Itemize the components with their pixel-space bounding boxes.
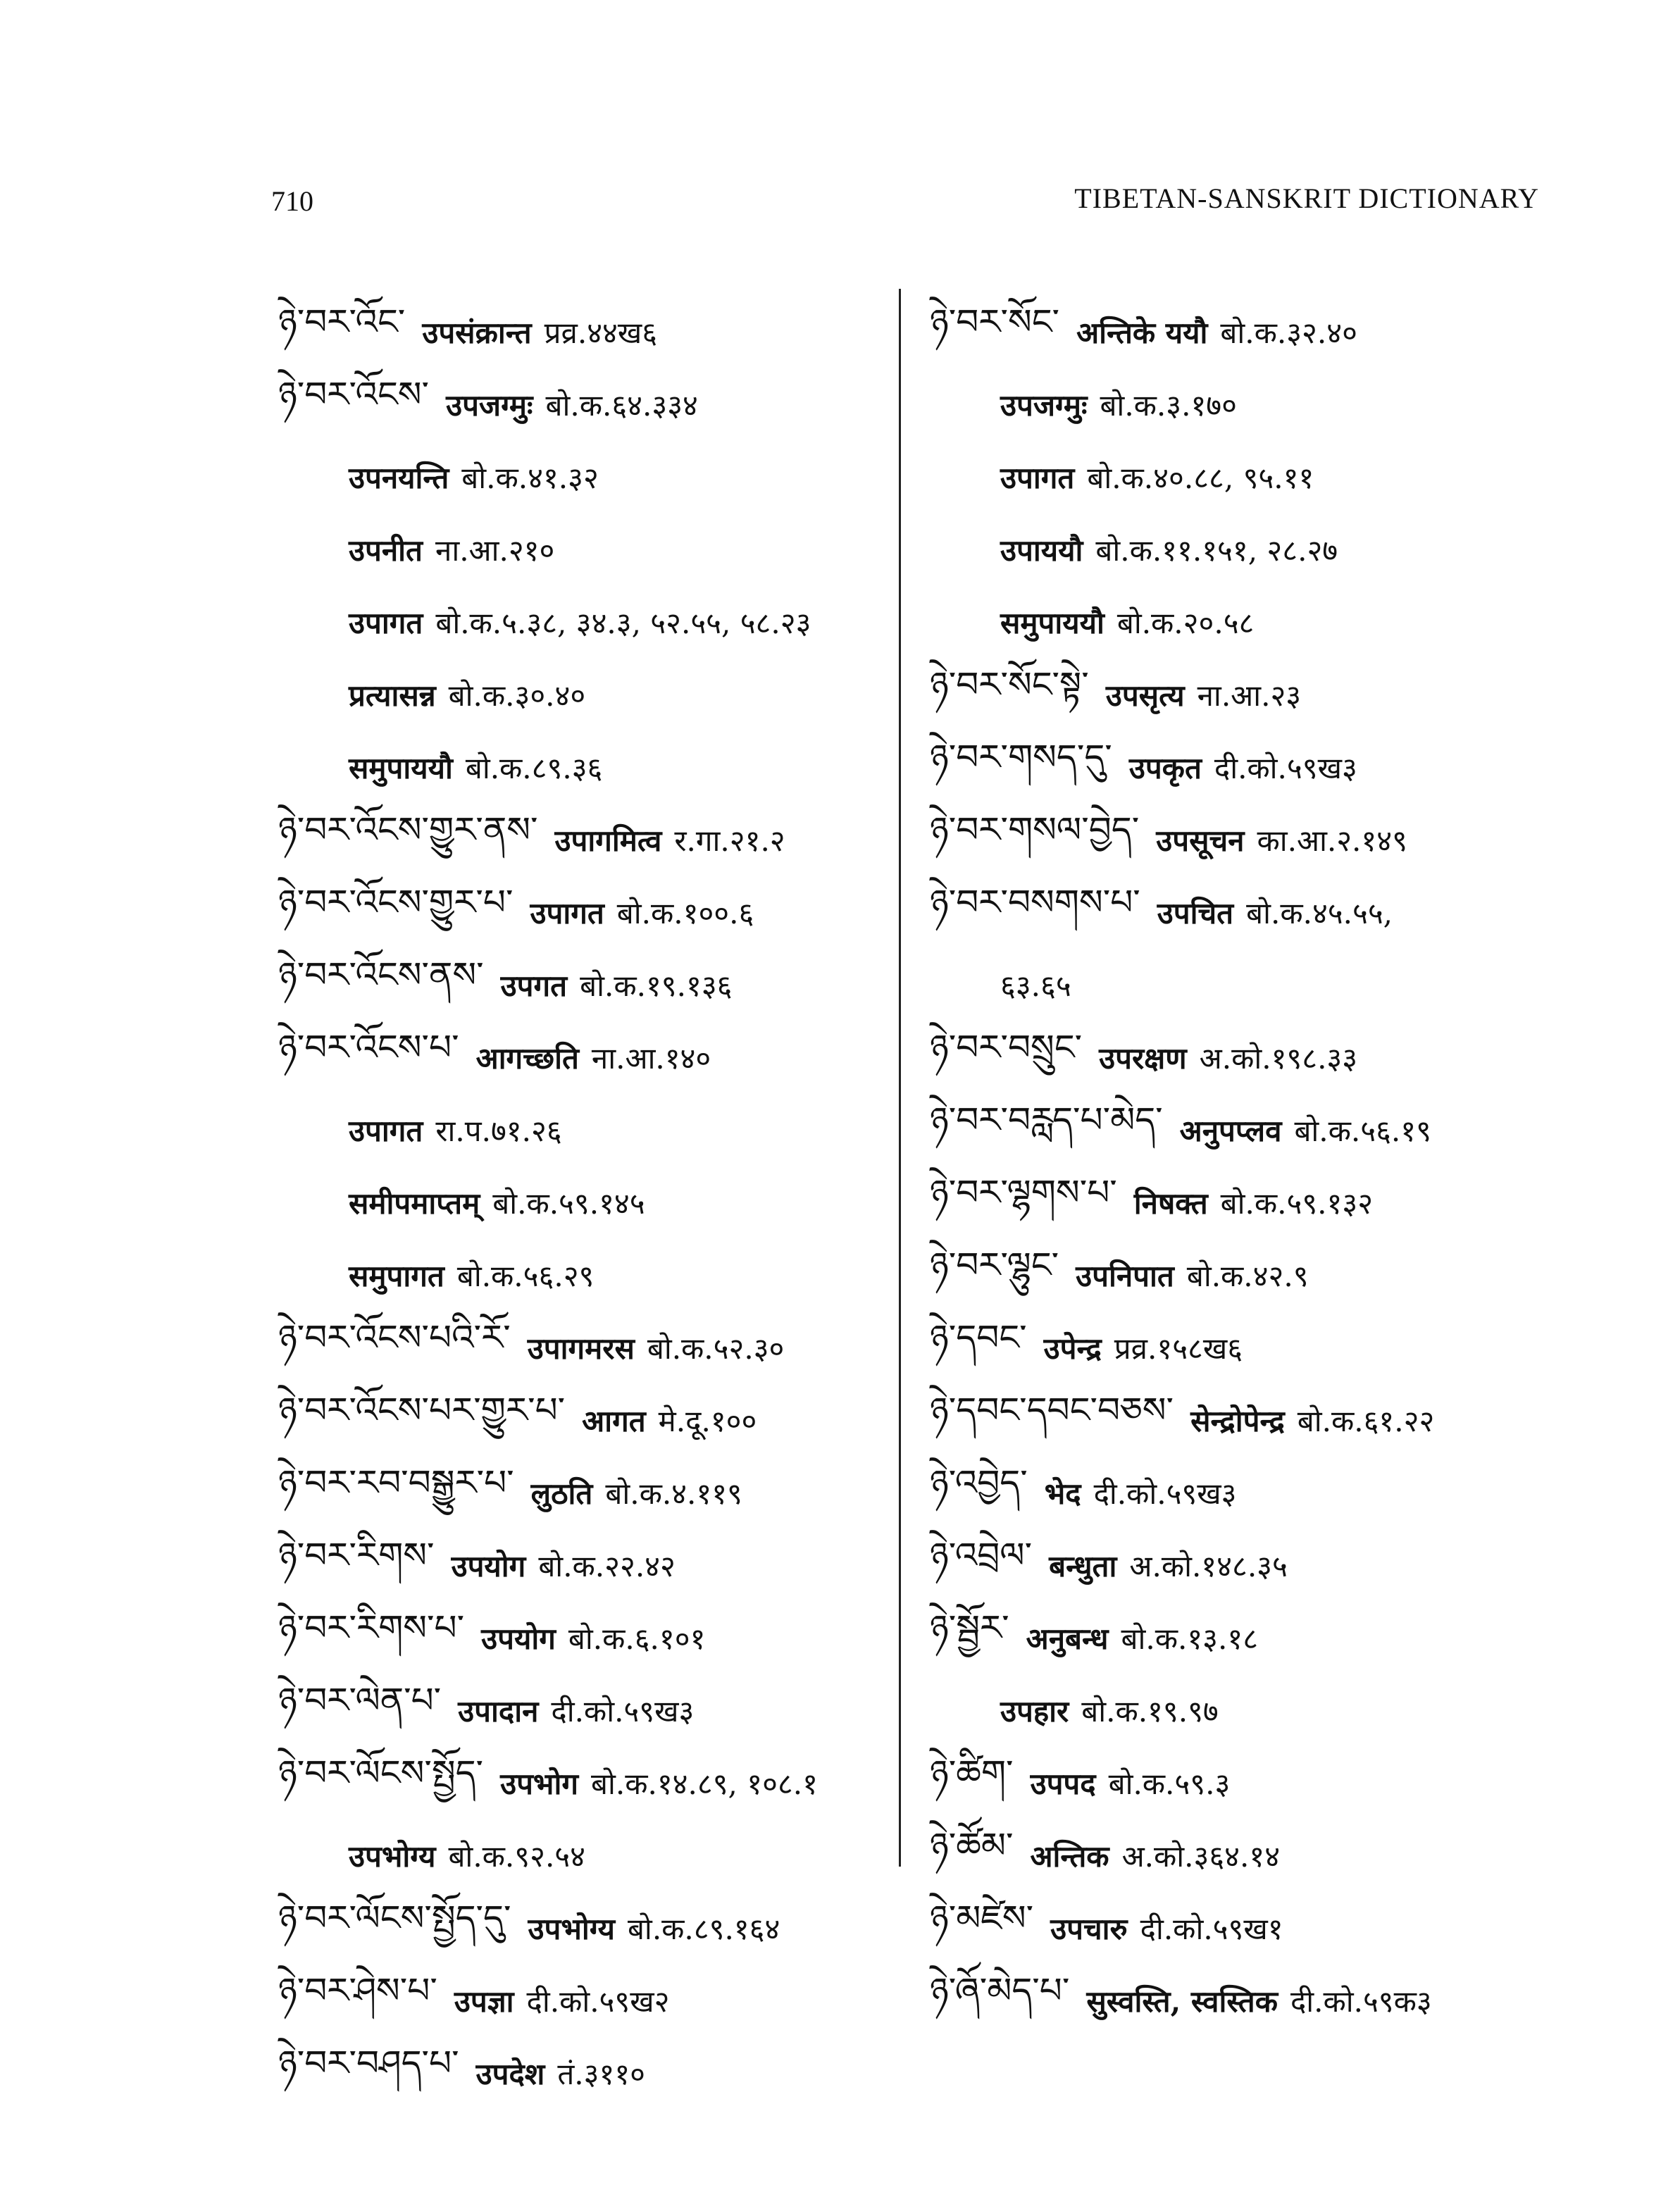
column-left	[278, 296, 905, 2110]
source-reference: बो.क.५९.१३२	[1220, 1186, 1374, 1221]
source-reference: बो.क.४२.९	[1186, 1259, 1309, 1293]
tibetan-headword: ཉེ་བར་བཤད་པ་	[278, 2042, 459, 2084]
source-reference: ना.आ.२३	[1197, 678, 1302, 713]
sanskrit-equivalent: उपरक्षण	[1099, 1041, 1187, 1076]
dictionary-entry	[930, 1529, 1550, 1602]
sanskrit-equivalent: समुपाययौ	[349, 751, 453, 785]
tibetan-headword: ཉེ་བར་འོངས་གྱུར་ནས་	[278, 809, 538, 850]
sanskrit-equivalent: लुठति	[530, 1476, 593, 1511]
sanskrit-equivalent: समुपाययौ	[1000, 606, 1105, 640]
sanskrit-equivalent: उपचारु	[1050, 1912, 1128, 1946]
dictionary-entry	[930, 296, 1550, 368]
dictionary-entry	[930, 1965, 1550, 2037]
source-reference: बो.क.५६.१९	[1294, 1114, 1431, 1148]
source-reference: तं.३११०	[557, 2057, 645, 2091]
source-reference: अ.को.१४८.३५	[1129, 1549, 1288, 1583]
sanskrit-equivalent: उपनीत	[349, 533, 423, 568]
source-reference: बो.क.६१.२२	[1297, 1404, 1435, 1438]
sanskrit-equivalent: आगत	[582, 1404, 646, 1438]
sanskrit-equivalent: उपकृत	[1128, 751, 1202, 785]
tibetan-headword: ཉེ་བར་སོང་	[930, 301, 1060, 342]
tibetan-headword: ཉེ་བར་སོང་སྟེ་	[930, 664, 1089, 705]
source-reference: बो.क.४५.५५,	[1246, 896, 1393, 930]
sanskrit-equivalent: उपयोग	[451, 1549, 526, 1583]
source-reference: बो.क.५.३८, ३४.३, ५२.५५, ५८.२३	[435, 606, 811, 640]
dictionary-subentry	[930, 513, 1550, 586]
sanskrit-equivalent: उपचित	[1157, 896, 1234, 930]
tibetan-headword: ཉེ་བར་འོངས་	[278, 373, 430, 415]
sanskrit-equivalent: समुपागत	[349, 1259, 444, 1293]
dictionary-entry	[930, 1747, 1550, 1819]
sanskrit-equivalent: उपगत	[500, 969, 568, 1003]
tibetan-headword: ཉེ་བར་ལོངས་སྤྱོད་དུ་	[278, 1897, 511, 1938]
sanskrit-equivalent: उपागत	[1000, 461, 1075, 495]
dictionary-entry	[278, 368, 905, 441]
page-number: 710	[271, 185, 313, 217]
source-reference: र.गा.२१.२	[674, 823, 785, 858]
sanskrit-equivalent: निषक्त	[1133, 1186, 1208, 1221]
tibetan-headword: ཉེ་བར་བསགས་པ་	[930, 881, 1140, 923]
source-reference: ना.आ.१४०	[591, 1041, 711, 1076]
source-reference: बो.क.२२.४२	[538, 1549, 676, 1583]
sanskrit-equivalent: उपजग्मुः	[446, 388, 533, 423]
source-reference: रा.प.७१.२६	[435, 1114, 562, 1148]
sanskrit-equivalent: उपपद	[1030, 1767, 1096, 1801]
source-reference: ना.आ.२१०	[435, 533, 555, 568]
tibetan-headword: ཉེ་བར་རབ་བསྒྱུར་པ་	[278, 1462, 514, 1503]
source-reference: बो.क.५२.३०	[647, 1331, 785, 1366]
sanskrit-equivalent: उपसंक्रान्त	[422, 316, 532, 350]
tibetan-headword: ཉེ་བར་རིགས་	[278, 1534, 435, 1576]
dictionary-entry	[930, 876, 1550, 949]
dictionary-entry	[278, 1747, 905, 1819]
tibetan-headword: ཉེ་བར་འོངས་གྱུར་པ་	[278, 881, 514, 923]
source-reference: बो.क.१३.१८	[1121, 1621, 1259, 1656]
dictionary-subentry	[278, 1166, 905, 1239]
running-head: TIBETAN-SANSKRIT DICTIONARY	[1074, 182, 1539, 214]
tibetan-headword: ཉེ་བར་གསལ་བྱེད་	[930, 809, 1140, 850]
dictionary-subentry	[930, 1674, 1550, 1747]
tibetan-headword: ཉེ་ཞོ་མེད་པ་	[930, 1969, 1070, 2011]
source-reference: बो.क.४.११९	[605, 1476, 742, 1511]
dictionary-entry	[278, 2037, 905, 2110]
tibetan-headword: ཉེ་བར་རིགས་པ་	[278, 1607, 465, 1648]
dictionary-entry	[278, 1021, 905, 1094]
sanskrit-equivalent: सेन्द्रोपेन्द्र	[1190, 1404, 1285, 1438]
sanskrit-equivalent: उपयोग	[481, 1621, 556, 1656]
source-reference: दी.को.५९ख३	[551, 1694, 695, 1729]
tibetan-headword: ཉེ་བར་འོངས་ནས་	[278, 954, 484, 995]
tibetan-headword: ཉེ་བར་ལྷུང་	[930, 1244, 1059, 1285]
dictionary-subentry	[278, 659, 905, 731]
sanskrit-equivalent: आगच्छति	[475, 1041, 579, 1076]
source-reference: बो.क.८९.३६	[465, 751, 603, 785]
dictionary-subentry	[278, 586, 905, 659]
source-reference: बो.क.६४.३३४	[545, 388, 698, 423]
source-reference: दी.को.५९ख२	[526, 1984, 670, 2019]
source-reference: मे.दू.१००	[658, 1404, 757, 1438]
sanskrit-equivalent: उपागत	[349, 606, 423, 640]
sanskrit-equivalent: उपभोग्य	[349, 1839, 436, 1874]
sanskrit-equivalent: उपनिपात	[1076, 1259, 1174, 1293]
source-reference: बो.क.११.१५१, २८.२७	[1095, 533, 1338, 568]
tibetan-headword: ཉེ་མཛེས་	[930, 1897, 1034, 1938]
tibetan-headword: ཉེ་འབྲེལ་	[930, 1534, 1033, 1576]
sanskrit-equivalent: प्रत्यासन्न	[349, 678, 436, 713]
source-reference: दी.को.५९ख३	[1214, 751, 1357, 785]
sanskrit-equivalent: उपागमरस	[527, 1331, 635, 1366]
dictionary-subentry	[930, 441, 1550, 513]
source-reference: दी.को.५९ख३	[1093, 1476, 1237, 1511]
sanskrit-equivalent: उपनयन्ति	[349, 461, 449, 495]
sanskrit-equivalent: उपेन्द्र	[1043, 1331, 1102, 1366]
source-reference: का.आ.२.१४९	[1257, 823, 1407, 858]
sanskrit-equivalent: अनुबन्ध	[1026, 1621, 1109, 1656]
sanskrit-equivalent: उपागत	[349, 1114, 423, 1148]
sanskrit-equivalent: उपाययौ	[1000, 533, 1083, 568]
source-reference: बो.क.३.१७०	[1100, 388, 1237, 423]
sanskrit-equivalent: सुस्वस्ति, स्वस्तिक	[1086, 1984, 1278, 2019]
source-reference: ६३.६५	[1000, 969, 1071, 1003]
tibetan-headword: ཉེ་འབྱེད་	[930, 1462, 1028, 1503]
sanskrit-equivalent: उपसृत्य	[1105, 678, 1185, 713]
sanskrit-equivalent: उपजग्मुः	[1000, 388, 1088, 423]
sanskrit-equivalent: उपज्ञा	[454, 1984, 514, 2019]
tibetan-headword: ཉེ་བར་ལྷགས་པ་	[930, 1171, 1117, 1213]
column-right	[930, 296, 1550, 2037]
tibetan-headword: ཉེ་བར་ཤེས་པ་	[278, 1969, 437, 2011]
sanskrit-equivalent: उपादान	[458, 1694, 539, 1729]
source-reference: दी.को.५९क३	[1290, 1984, 1432, 2019]
sanskrit-equivalent: अन्तिक	[1030, 1839, 1109, 1874]
dictionary-subentry	[278, 513, 905, 586]
source-reference: बो.क.४१.३२	[461, 461, 599, 495]
source-reference: बो.क.५९.३	[1108, 1767, 1231, 1801]
tibetan-headword: ཉེ་བར་འོང་	[278, 301, 406, 342]
sanskrit-equivalent: भेद	[1044, 1476, 1081, 1511]
source-reference: अ.को.३६४.१४	[1121, 1839, 1281, 1874]
tibetan-headword: ཉེ་བར་འོངས་པ་	[278, 1026, 459, 1068]
source-reference: दी.को.५९ख१	[1140, 1912, 1283, 1946]
sanskrit-equivalent: उपहार	[1000, 1694, 1069, 1729]
sanskrit-equivalent: उपागमित्व	[554, 823, 662, 858]
source-reference: अ.को.१९८.३३	[1199, 1041, 1358, 1076]
source-reference: प्रव्र.१५८ख६	[1114, 1331, 1243, 1366]
source-reference: बो.क.८९.१६४	[627, 1912, 780, 1946]
source-reference: बो.क.१९.९७	[1081, 1694, 1219, 1729]
sanskrit-equivalent: समीपमाप्तम्	[349, 1186, 480, 1221]
tibetan-headword: ཉེ་བར་བརླད་པ་མེད་	[930, 1099, 1163, 1140]
source-reference: बो.क.५९.१४५	[492, 1186, 645, 1221]
sanskrit-equivalent: अन्तिके ययौ	[1076, 316, 1208, 350]
source-reference: बो.क.६.१०१	[568, 1621, 706, 1656]
tibetan-headword: ཉེ་དབང་	[930, 1316, 1027, 1358]
source-reference: बो.क.९२.५४	[448, 1839, 585, 1874]
tibetan-headword: ཉེ་དབང་དབང་བཅས་	[930, 1389, 1174, 1431]
source-reference: बो.क.५६.२९	[456, 1259, 595, 1293]
tibetan-headword: ཉེ་བར་ལེན་པ་	[278, 1679, 442, 1721]
source-reference: प्रव्र.४४ख६	[544, 316, 658, 350]
tibetan-headword: ཉེ་བར་འོངས་པའི་རོ་	[278, 1316, 511, 1358]
column-divider	[899, 289, 901, 1867]
source-reference: बो.क.१००.६	[616, 896, 754, 930]
tibetan-headword: ཉེ་ཚོམ་	[930, 1824, 1014, 1866]
source-reference: बो.क.३०.४०	[448, 678, 586, 713]
source-reference: बो.क.३२.४०	[1220, 316, 1357, 350]
tibetan-headword: ཉེ་ཚིག་	[930, 1752, 1014, 1793]
tibetan-headword: ཉེ་སྦྱོར་	[930, 1607, 1009, 1648]
sanskrit-equivalent: उपसूचन	[1156, 823, 1245, 858]
sanskrit-equivalent: अनुपप्लव	[1179, 1114, 1282, 1148]
source-reference: बो.क.२०.५८	[1116, 606, 1255, 640]
source-reference: बो.क.४०.८८, ९५.११	[1087, 461, 1314, 495]
tibetan-headword: ཉེ་བར་ལོངས་སྤྱོད་	[278, 1752, 484, 1793]
sanskrit-equivalent: बन्धुता	[1049, 1549, 1117, 1583]
source-reference: बो.क.१९.१३६	[580, 969, 733, 1003]
tibetan-headword: ཉེ་བར་གསད་དུ་	[930, 736, 1112, 778]
tibetan-headword: ཉེ་བར་འོངས་པར་གྱུར་པ་	[278, 1389, 566, 1431]
sanskrit-equivalent: उपागत	[530, 896, 604, 930]
sanskrit-equivalent: उपदेश	[475, 2057, 545, 2091]
source-reference: बो.क.१४.८९, १०८.१	[591, 1767, 818, 1801]
tibetan-headword: ཉེ་བར་བསྲུང་	[930, 1026, 1083, 1068]
sanskrit-equivalent: उपभोग्य	[528, 1912, 615, 1946]
sanskrit-equivalent: उपभोग	[500, 1767, 578, 1801]
